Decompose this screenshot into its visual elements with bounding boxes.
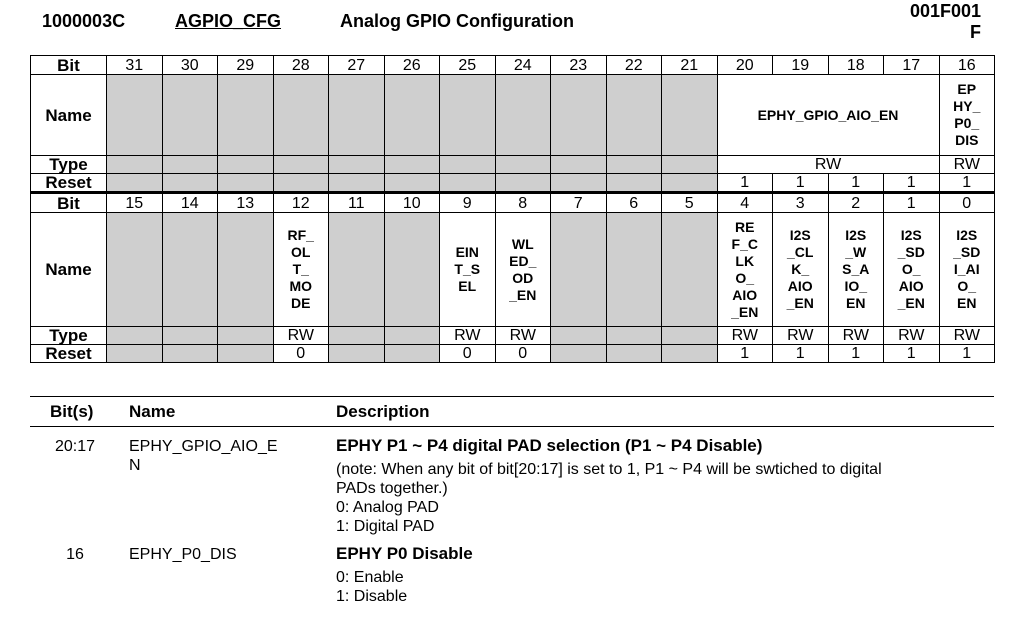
bit-number: 21	[662, 56, 718, 75]
reserved-cell	[662, 156, 718, 174]
reserved-cell	[551, 345, 607, 363]
reserved-cell	[384, 213, 440, 327]
reserved-cell	[551, 75, 607, 156]
description-header-row	[30, 397, 994, 427]
reserved-cell	[606, 75, 662, 156]
reset-value: 1	[884, 174, 940, 193]
lower-type-row	[31, 327, 995, 345]
reserved-cell	[329, 345, 385, 363]
reset-value: 1	[773, 174, 829, 193]
reserved-cell	[384, 345, 440, 363]
name-fragment: _CL	[787, 244, 814, 260]
name-fragment: EIN	[455, 244, 479, 260]
type-value: RW	[828, 327, 884, 345]
bit-number: 10	[384, 193, 440, 213]
reserved-cell	[440, 174, 496, 193]
bit-number: 12	[273, 193, 329, 213]
reserved-cell	[329, 75, 385, 156]
name-fragment: I2S	[845, 227, 867, 243]
reset-value: 1	[717, 174, 773, 193]
bit-number: 3	[773, 193, 829, 213]
type-value: RW	[273, 327, 329, 345]
lower-reset-row	[31, 345, 995, 363]
reserved-cell	[606, 213, 662, 327]
bit-number: 31	[107, 56, 163, 75]
reset-value: 1	[884, 345, 940, 363]
bit-number: 24	[495, 56, 551, 75]
bit-number: 22	[606, 56, 662, 75]
upper-name-row	[31, 75, 995, 156]
reset-value-line-1: 001F001	[909, 1, 981, 21]
description-title: EPHY P1 ~ P4 digital PAD selection (P1 ~ P4 Disable)	[336, 436, 763, 455]
name-fragment: MO	[289, 278, 313, 294]
name-fragment: _EN	[731, 303, 759, 320]
name-fragment: EP	[957, 81, 977, 97]
reserved-cell	[273, 174, 329, 193]
name-fragment: WL	[511, 235, 534, 252]
name-fragment: S_A	[842, 261, 870, 277]
name-fragment: AIO	[898, 278, 924, 294]
field-name-line: N	[129, 457, 141, 474]
field-name-wled-od-en	[495, 213, 551, 327]
name-fragment: I2S	[789, 227, 811, 243]
reserved-cell	[162, 345, 218, 363]
lower-bit-row	[31, 193, 995, 213]
name-fragment: I2S	[900, 227, 922, 243]
description-title: EPHY P0 Disable	[336, 544, 473, 563]
bit-field-table	[30, 55, 995, 363]
name-label: Name	[31, 75, 107, 156]
reserved-cell	[218, 213, 274, 327]
bit-number: 17	[884, 56, 940, 75]
field-name-refclko-aio-en	[717, 213, 773, 327]
reset-value: 1	[828, 174, 884, 193]
field-name-i2s-sdo-aio-en	[884, 213, 940, 327]
name-fragment: AIO	[787, 278, 813, 294]
bit-number: 20	[717, 56, 773, 75]
row-description	[336, 536, 994, 606]
bit-number: 25	[440, 56, 496, 75]
reset-label: Reset	[31, 174, 107, 193]
description-row	[30, 536, 994, 606]
name-fragment: _W	[845, 244, 867, 260]
field-name-i2s-ws-aio-en	[828, 213, 884, 327]
bit-number: 14	[162, 193, 218, 213]
field-name-ephy-gpio-aio-en: EPHY_GPIO_AIO_EN	[717, 75, 939, 156]
register-name: AGPIO_CFG	[175, 11, 282, 31]
name-fragment: _EN	[509, 286, 537, 303]
name-fragment: _EN	[897, 295, 925, 311]
reserved-cell	[495, 156, 551, 174]
row-bits: 16	[66, 546, 84, 563]
bit-number: 6	[606, 193, 662, 213]
name-fragment: EN	[846, 295, 866, 311]
type-value: RW	[717, 327, 773, 345]
reserved-cell	[662, 327, 718, 345]
reset-value: 0	[495, 345, 551, 363]
name-fragment: DE	[291, 295, 311, 311]
name-fragment: _EN	[786, 295, 814, 311]
reserved-cell	[218, 174, 274, 193]
reset-value: 1	[717, 345, 773, 363]
field-name-rf-olt-mode	[273, 213, 329, 327]
reserved-cell	[662, 174, 718, 193]
type-value: RW	[884, 327, 940, 345]
reserved-cell	[606, 174, 662, 193]
register-reset-value	[910, 1, 981, 43]
bit-number: 23	[551, 56, 607, 75]
reserved-cell	[384, 156, 440, 174]
reserved-cell	[218, 345, 274, 363]
bit-number: 18	[828, 56, 884, 75]
reserved-cell	[162, 174, 218, 193]
register-title: Analog GPIO Configuration	[340, 11, 574, 31]
reset-value: 1	[939, 174, 995, 193]
reset-value: 1	[773, 345, 829, 363]
reserved-cell	[606, 327, 662, 345]
name-fragment: I_AI	[953, 261, 980, 277]
name-fragment: O_	[735, 269, 755, 286]
field-name-i2s-clk-aio-en	[773, 213, 829, 327]
reserved-cell	[107, 75, 163, 156]
name-fragment: O_	[957, 278, 977, 294]
upper-reset-row	[31, 174, 995, 193]
reserved-cell	[329, 156, 385, 174]
bit-number: 2	[828, 193, 884, 213]
name-fragment: P0_	[954, 115, 980, 131]
reserved-cell	[218, 156, 274, 174]
upper-bit-row	[31, 56, 995, 75]
reserved-cell	[606, 156, 662, 174]
type-value: RW	[717, 156, 939, 174]
reset-value-line-2: F	[970, 22, 981, 42]
reset-value: 0	[273, 345, 329, 363]
bit-number: 15	[107, 193, 163, 213]
bit-number: 9	[440, 193, 496, 213]
reserved-cell	[218, 327, 274, 345]
reserved-cell	[662, 345, 718, 363]
name-fragment: OD	[512, 269, 534, 286]
description-column-header: Description	[336, 397, 994, 427]
field-name-ephy-p0-dis	[939, 75, 995, 156]
name-fragment: LK	[735, 252, 755, 269]
bit-number: 16	[939, 56, 995, 75]
reserved-cell	[662, 75, 718, 156]
bit-number: 1	[884, 193, 940, 213]
name-fragment: DIS	[955, 132, 979, 148]
name-fragment: OL	[291, 244, 311, 260]
reset-label: Reset	[31, 345, 107, 363]
name-fragment: _SD	[953, 244, 981, 260]
name-fragment: O_	[901, 261, 921, 277]
reserved-cell	[329, 174, 385, 193]
field-name-line: EPHY_P0_DIS	[129, 546, 237, 563]
reserved-cell	[162, 156, 218, 174]
type-value: RW	[440, 327, 496, 345]
reserved-cell	[606, 345, 662, 363]
bit-label: Bit	[31, 193, 107, 213]
bit-number: 0	[939, 193, 995, 213]
name-fragment: HY_	[953, 98, 981, 114]
name-fragment: F_C	[731, 235, 758, 252]
row-field-name	[120, 427, 336, 537]
reset-value: 1	[939, 345, 995, 363]
reset-value: 0	[440, 345, 496, 363]
name-column-header: Name	[120, 397, 336, 427]
name-fragment: I2S	[956, 227, 978, 243]
reserved-cell	[162, 327, 218, 345]
reserved-cell	[495, 75, 551, 156]
bit-number: 7	[551, 193, 607, 213]
reserved-cell	[495, 174, 551, 193]
bit-number: 8	[495, 193, 551, 213]
name-fragment: RE	[735, 218, 755, 235]
type-value: RW	[939, 327, 995, 345]
field-name-line: EPHY_GPIO_AIO_E	[129, 438, 278, 455]
name-fragment: K_	[791, 261, 810, 277]
description-line: (note: When any bit of bit[20:17] is set to 1, P1 ~ P4 will be swtiched to digital	[336, 461, 882, 478]
register-address: 1000003C	[42, 11, 126, 31]
name-fragment: ED_	[509, 252, 537, 269]
bit-number: 4	[717, 193, 773, 213]
bit-number: 30	[162, 56, 218, 75]
row-bits: 20:17	[54, 438, 96, 455]
name-fragment: RF_	[287, 227, 314, 243]
reserved-cell	[273, 156, 329, 174]
bit-label: Bit	[31, 56, 107, 75]
type-label: Type	[31, 327, 107, 345]
bits-column-header: Bit(s)	[30, 397, 120, 427]
description-line: 1: Digital PAD	[336, 518, 435, 535]
bit-number: 29	[218, 56, 274, 75]
reserved-cell	[551, 174, 607, 193]
name-fragment: IO_	[844, 278, 868, 294]
bit-number: 19	[773, 56, 829, 75]
reserved-cell	[107, 345, 163, 363]
reserved-cell	[107, 174, 163, 193]
reserved-cell	[162, 213, 218, 327]
reserved-cell	[440, 156, 496, 174]
name-fragment: EN	[957, 295, 977, 311]
type-value: RW	[939, 156, 995, 174]
reserved-cell	[662, 213, 718, 327]
reset-value: 1	[828, 345, 884, 363]
description-line: PADs together.)	[336, 480, 448, 497]
bit-number: 5	[662, 193, 718, 213]
name-fragment: T_	[292, 261, 309, 277]
type-value: RW	[495, 327, 551, 345]
reserved-cell	[440, 75, 496, 156]
row-description	[336, 427, 994, 537]
description-line: 0: Analog PAD	[336, 499, 439, 516]
upper-type-row	[31, 156, 995, 174]
reserved-cell	[384, 75, 440, 156]
reserved-cell	[107, 213, 163, 327]
field-name-eint-sel	[440, 213, 496, 327]
reserved-cell	[384, 174, 440, 193]
type-value: RW	[773, 327, 829, 345]
reserved-cell	[384, 327, 440, 345]
bit-number: 13	[218, 193, 274, 213]
name-fragment: EL	[458, 278, 477, 294]
reserved-cell	[107, 156, 163, 174]
name-fragment: T_S	[454, 261, 481, 277]
reserved-cell	[329, 213, 385, 327]
description-line: 0: Enable	[336, 569, 404, 586]
bit-number: 27	[329, 56, 385, 75]
reserved-cell	[551, 156, 607, 174]
bit-number: 11	[329, 193, 385, 213]
reserved-cell	[329, 327, 385, 345]
field-name-i2s-sdi-aio-en	[939, 213, 995, 327]
field-description-table	[30, 396, 994, 606]
bit-number: 28	[273, 56, 329, 75]
description-row	[30, 427, 994, 537]
reserved-cell	[162, 75, 218, 156]
reserved-cell	[218, 75, 274, 156]
row-field-name	[120, 536, 336, 606]
name-fragment: AIO	[732, 286, 758, 303]
type-label: Type	[31, 156, 107, 174]
bit-number: 26	[384, 56, 440, 75]
reserved-cell	[551, 213, 607, 327]
reserved-cell	[551, 327, 607, 345]
lower-name-row	[31, 213, 995, 327]
description-line: 1: Disable	[336, 588, 408, 605]
name-label: Name	[31, 213, 107, 327]
reserved-cell	[273, 75, 329, 156]
reserved-cell	[107, 327, 163, 345]
name-fragment: _SD	[897, 244, 925, 260]
